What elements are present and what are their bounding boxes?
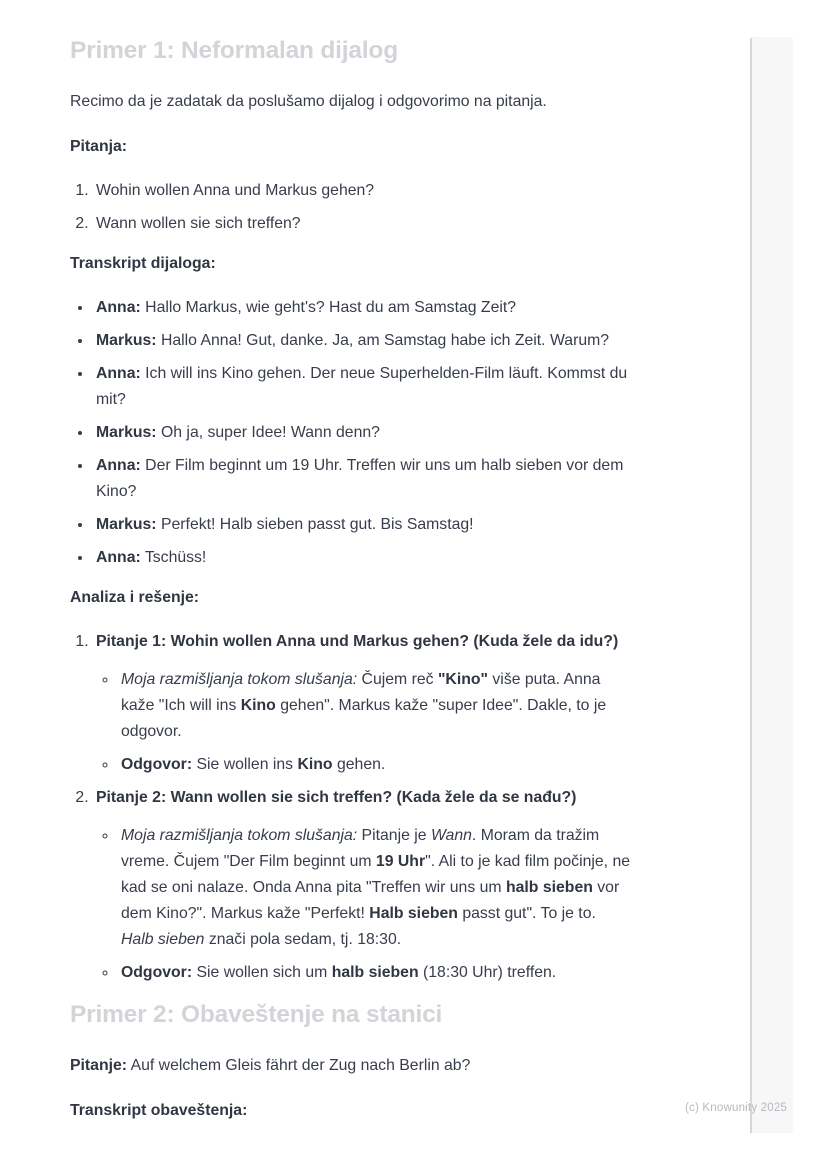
next-page-edge — [750, 37, 793, 1133]
list-item — [93, 629, 632, 778]
list-item: • Markus: Hallo Anna! Gut, danke. Ja, am Samstag habe ich Zeit. Warum? — [93, 328, 632, 354]
bold-text: Pitanja: — [70, 138, 128, 155]
list-item: ◦ Odgovor: Sie wollen sich um halb sieben (18:30 Uhr) treffen. — [118, 960, 632, 986]
list-item: • Anna: Ich will ins Kino gehen. Der neue Superhelden-Film läuft. Kommst du mit? — [93, 361, 632, 413]
list-item: ◦ Moja razmišljanja tokom slušanja: Pitanje je Wann. Moram da tražim vreme. Čujem "Der Film beginnt um 19 Uhr". Ali to je kad film počinje, ne kad se oni nalaze. Onda Anna pita "Treffen wir uns um halb sieben vor dem Kino?". Markus kaže "Perfekt! Halb sieben passt gut". To je to. Halb sieben znači pola sedam, tj. 18:30. — [118, 823, 632, 953]
list-item: • Anna: Tschüss! — [93, 545, 632, 571]
list-item: ◦ Odgovor: Sie wollen ins Kino gehen. — [118, 752, 632, 778]
list-item: ◦ Moja razmišljanja tokom slušanja: Čujem reč "Kino" više puta. Anna kaže "Ich will ins Kino gehen". Markus kaže "super Idee". Dakle, to je odgovor. — [118, 667, 632, 745]
analysis-label — [70, 585, 632, 611]
example-2-heading: Primer 2: Obaveštenje na stanici — [70, 1001, 443, 1028]
example-2-question: Pitanje: Auf welchem Gleis fährt der Zug nach Berlin ab? — [70, 1057, 471, 1074]
bold-text: halb sieben — [505, 879, 593, 896]
announcement-transcript-label — [70, 1098, 632, 1124]
bold-text: Markus: — [96, 516, 157, 533]
bold-text: Kino — [240, 697, 276, 714]
italic-text: Moja razmišljanja tokom slušanja: — [121, 671, 358, 688]
bold-text: Analiza i rešenje: — [70, 589, 200, 606]
bold-text: Pitanje 1: Wohin wollen Anna und Markus gehen? (Kuda žele da idu?) — [96, 633, 619, 650]
list-item: 2. Wann wollen sie sich treffen? — [93, 211, 632, 237]
dialog-transcript-list — [70, 295, 632, 571]
bold-text: Transkript dijaloga: — [70, 255, 216, 272]
transcript-label — [70, 251, 632, 277]
list-item: 1. Wohin wollen Anna und Markus gehen? — [93, 178, 632, 204]
bold-text: Kino — [297, 756, 333, 773]
bold-text: "Kino" — [437, 671, 489, 688]
bold-text: halb sieben — [331, 964, 419, 981]
document-page — [70, 36, 632, 1142]
intro-paragraph: Recimo da je zadatak da poslušamo dijalog i odgovorimo na pitanja. — [70, 93, 547, 110]
bold-text: Pitanje: — [70, 1057, 128, 1074]
bold-text: Transkript obaveštenja: — [70, 1102, 248, 1119]
bold-text: Pitanje 2: Wann wollen sie sich treffen? (Kada žele da se nađu?) — [96, 789, 577, 806]
questions-list — [70, 178, 632, 237]
list-item: • Markus: Perfekt! Halb sieben passt gut. Bis Samstag! — [93, 512, 632, 538]
bold-text: Anna: — [96, 365, 141, 382]
list-item: • Anna: Hallo Markus, wie geht's? Hast du am Samstag Zeit? — [93, 295, 632, 321]
copyright-watermark: (c) Knowunity 2025 — [685, 1102, 788, 1114]
bold-text: Odgovor: — [121, 756, 193, 773]
example-1-heading: Primer 1: Neformalan dijalog — [70, 37, 398, 64]
bold-text: Anna: — [96, 299, 141, 316]
italic-text: Moja razmišljanja tokom slušanja: — [121, 827, 358, 844]
bold-text: Markus: — [96, 332, 157, 349]
nested-bulleted-list — [96, 823, 632, 986]
list-item — [93, 785, 632, 986]
bold-text: 19 Uhr — [375, 853, 426, 870]
bold-text: Halb sieben — [369, 905, 458, 922]
nested-bulleted-list — [96, 667, 632, 778]
list-item: • Anna: Der Film beginnt um 19 Uhr. Treffen wir uns um halb sieben vor dem Kino? — [93, 453, 632, 505]
italic-text: Halb sieben — [121, 931, 205, 948]
analysis-list — [70, 629, 632, 986]
questions-label — [70, 134, 632, 160]
bold-text: Markus: — [96, 424, 157, 441]
bold-text: Anna: — [96, 457, 141, 474]
bold-text: Anna: — [96, 549, 141, 566]
italic-text: Wann — [430, 827, 472, 844]
list-item: • Markus: Oh ja, super Idee! Wann denn? — [93, 420, 632, 446]
bold-text: Odgovor: — [121, 964, 193, 981]
